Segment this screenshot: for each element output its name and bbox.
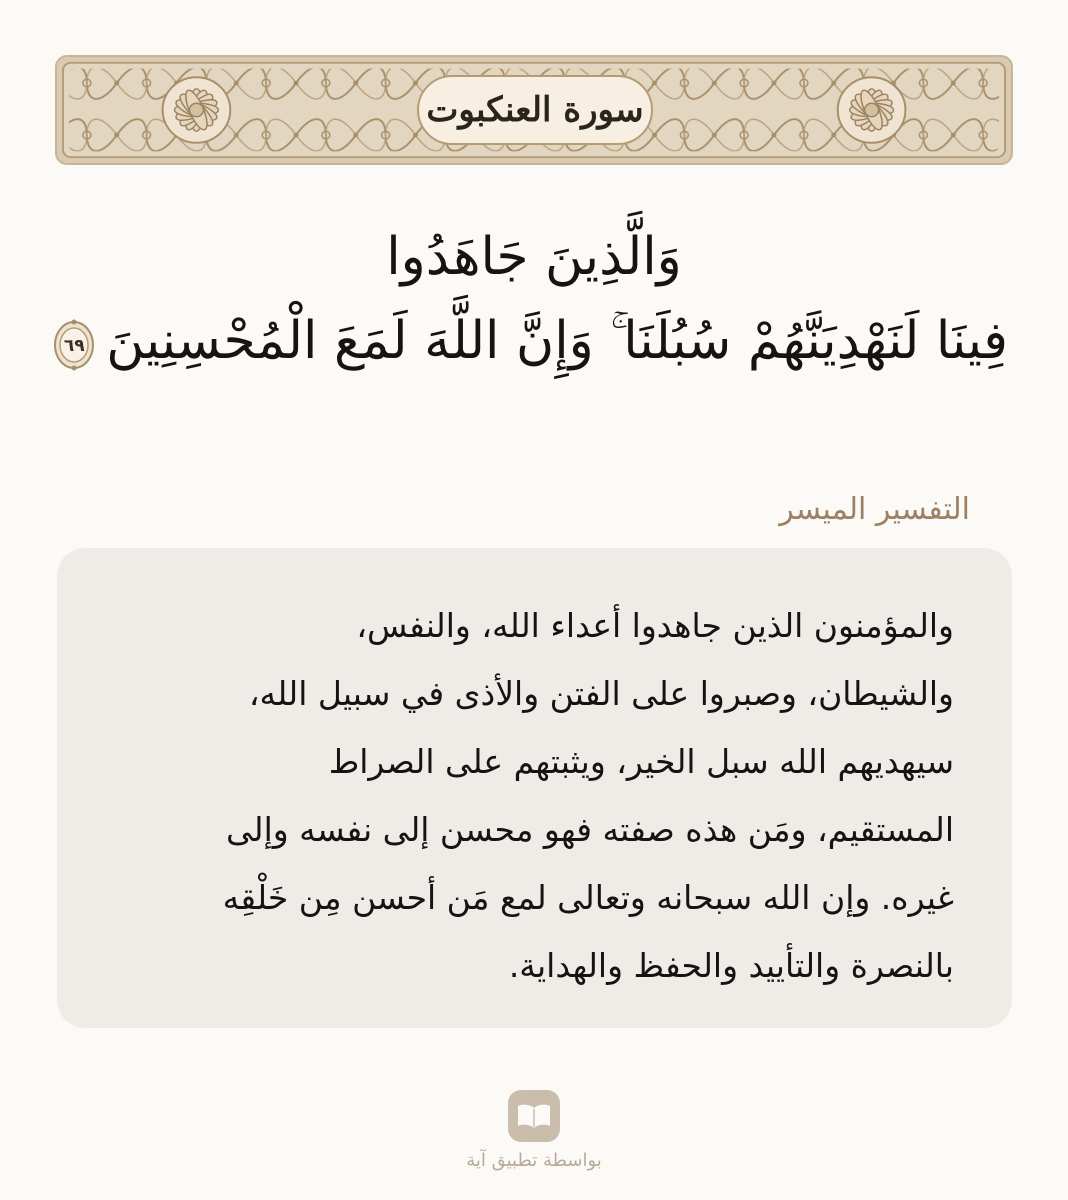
- surah-banner: [55, 55, 1013, 165]
- open-book-icon: [517, 1102, 551, 1130]
- tafsir-line: والشيطان، وصبروا على الفتن والأذى في سبيل الله،: [248, 674, 954, 713]
- tafsir-line: سيهديهم الله سبل الخير، ويثبتهم على الصراط: [328, 742, 954, 781]
- surah-name-cartouche: [417, 75, 653, 145]
- footer-credit: بواسطة تطبيق آية: [466, 1150, 602, 1171]
- tafsir-title: التفسير الميسر: [779, 492, 970, 527]
- verse-line-2-text: فِينَا لَنَهْدِيَنَّهُمْ سُبُلَنَا ۚ وَإِنَّ اللَّهَ لَمَعَ الْمُحْسِنِينَ: [106, 311, 1008, 371]
- tafsir-line: والمؤمنون الذين جاهدوا أعداء الله، والنفس،: [356, 606, 954, 645]
- ayah-end-marker: [52, 319, 96, 371]
- surah-name: سورة العنكبوت: [426, 90, 644, 130]
- tafsir-line: غيره. وإن الله سبحانه وتعالى لمع مَن أحسن مِن خَلْقِه: [222, 878, 954, 917]
- tafsir-text: [115, 592, 954, 1000]
- verse-line-1: وَالَّذِينَ جَاهَدُوا: [386, 227, 682, 287]
- app-logo[interactable]: [508, 1090, 560, 1142]
- tafsir-line: بالنصرة والتأييد والحفظ والهداية.: [508, 946, 954, 985]
- verse-text: [60, 215, 1008, 383]
- tafsir-card: [57, 548, 1012, 1028]
- tafsir-line: المستقيم، ومَن هذه صفته فهو محسن إلى نفسه وإلى: [226, 810, 954, 849]
- verse-line-2: [60, 299, 1008, 383]
- ayah-number: ٦٩: [63, 335, 85, 356]
